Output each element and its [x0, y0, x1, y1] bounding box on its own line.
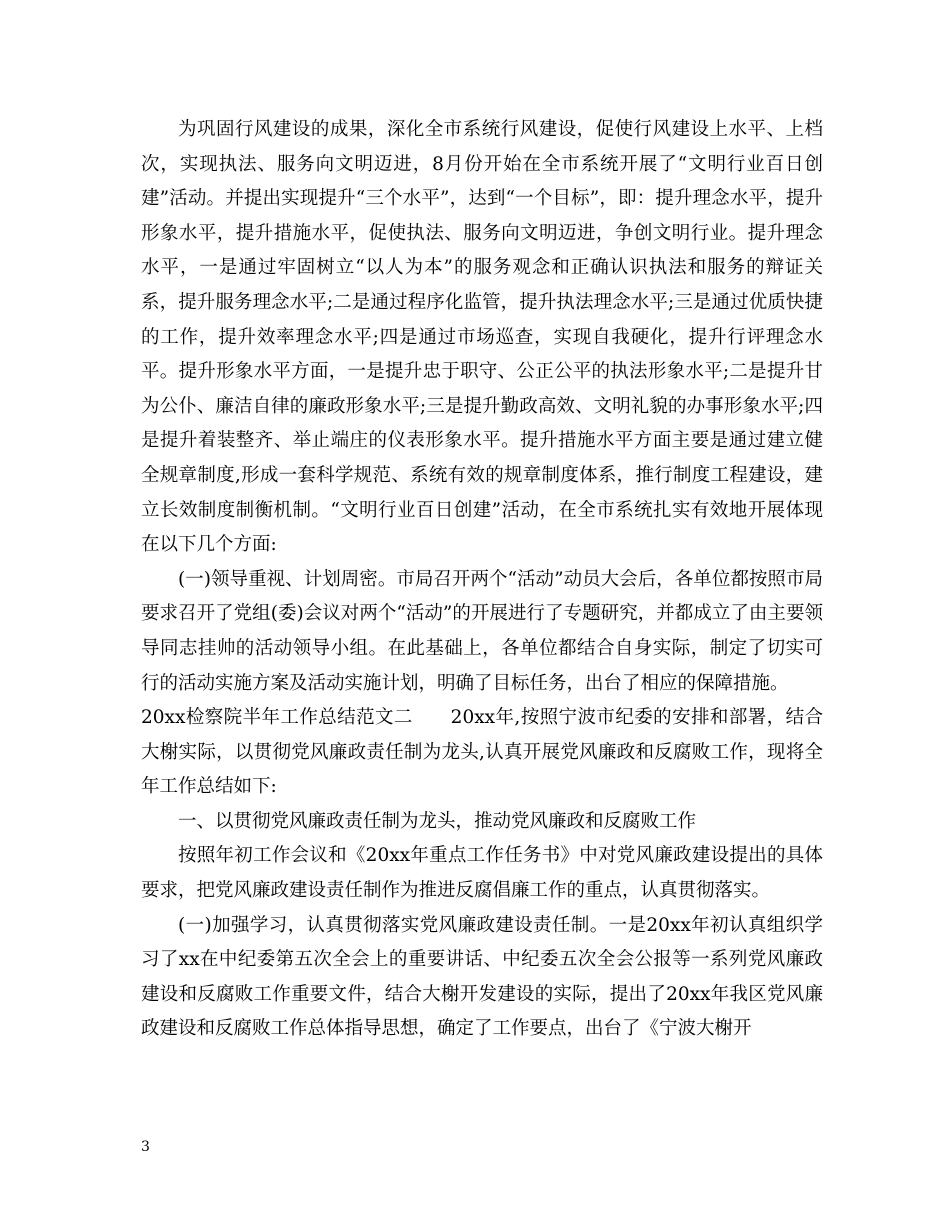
document-body [141, 113, 823, 1047]
paragraph-wenming-chuangjian: 为巩固行风建设的成果，深化全市系统行风建设，促使行风建设上水平、上档次，实现执法、服务向文明迈进，8月份开始在全市系统开展了“文明行业百日创建”活动。并提出实现提升“三个水平”，达到“一个目标”，即：提升理念水平，提升形象水平，提升措施水平，促使执法、服务向文明迈进，争创文明行业。提升理念水平，一是通过牢固树立“以人为本”的服务观念和正确认识执法和服务的辩证关系，提升服务理念水平;二是通过程序化监管，提升执法理念水平;三是通过优质快捷的工作，提升效率理念水平;四是通过市场巡查，实现自我硬化，提升行评理念水平。提升形象水平方面，一是提升忠于职守、公正公平的执法形象水平;二是提升甘为公仆、廉洁自律的廉政形象水平;三是提升勤政高效、文明礼貌的办事形象水平;四是提升着装整齐、举止端庄的仪表形象水平。提升措施水平方面主要是通过建立健全规章制度,形成一套科学规范、系统有效的规章制度体系，推行制度工程建设，建立长效制度制衡机制。“文明行业百日创建”活动，在全市系统扎实有效地开展体现在以下几个方面: [141, 119, 823, 556]
section-heading-1: 一、以贯彻党风廉政责任制为龙头，推动党风廉政和反腐败工作 [178, 810, 697, 832]
paragraph-lingdao-zhongshi: (一)领导重视、计划周密。市局召开两个“活动”动员大会后，各单位都按照市局要求召开了党组(委)会议对两个“活动”的开展进行了专题研究，并都成立了由主要领导同志挂帅的活动领导小组。在此基础上，各单位都结合自身实际，制定了切实可行的活动实施方案及活动实施计划，明确了目标任务，出台了相应的保障措施。 [141, 568, 823, 694]
paragraph-requirements: 按照年初工作会议和《20xx年重点工作任务书》中对党风廉政建设提出的具体要求，把党风廉政建设责任制作为推进反腐倡廉工作的重点，认真贯彻落实。 [141, 845, 823, 902]
paragraph-summary-heading: 20xx检察院半年工作总结范文二 20xx年,按照宁波市纪委的安排和部署，结合大榭实际，以贯彻党风廉政责任制为龙头,认真开展党风廉政和反腐败工作，现将全年工作总结如下: [141, 707, 823, 798]
paragraph-strengthen-study: (一)加强学习，认真贯彻落实党风廉政建设责任制。一是20xx年初认真组织学习了xx在中纪委第五次全会上的重要讲话、中纪委五次全会公报等一系列党风廉政建设和反腐败工作重要文件，结合大榭开发建设的实际，提出了20xx年我区党风廉政建设和反腐败工作总体指导思想，确定了工作要点，出台了《宁波大榭开 [141, 914, 823, 1040]
page-number: 3 [141, 1139, 150, 1155]
